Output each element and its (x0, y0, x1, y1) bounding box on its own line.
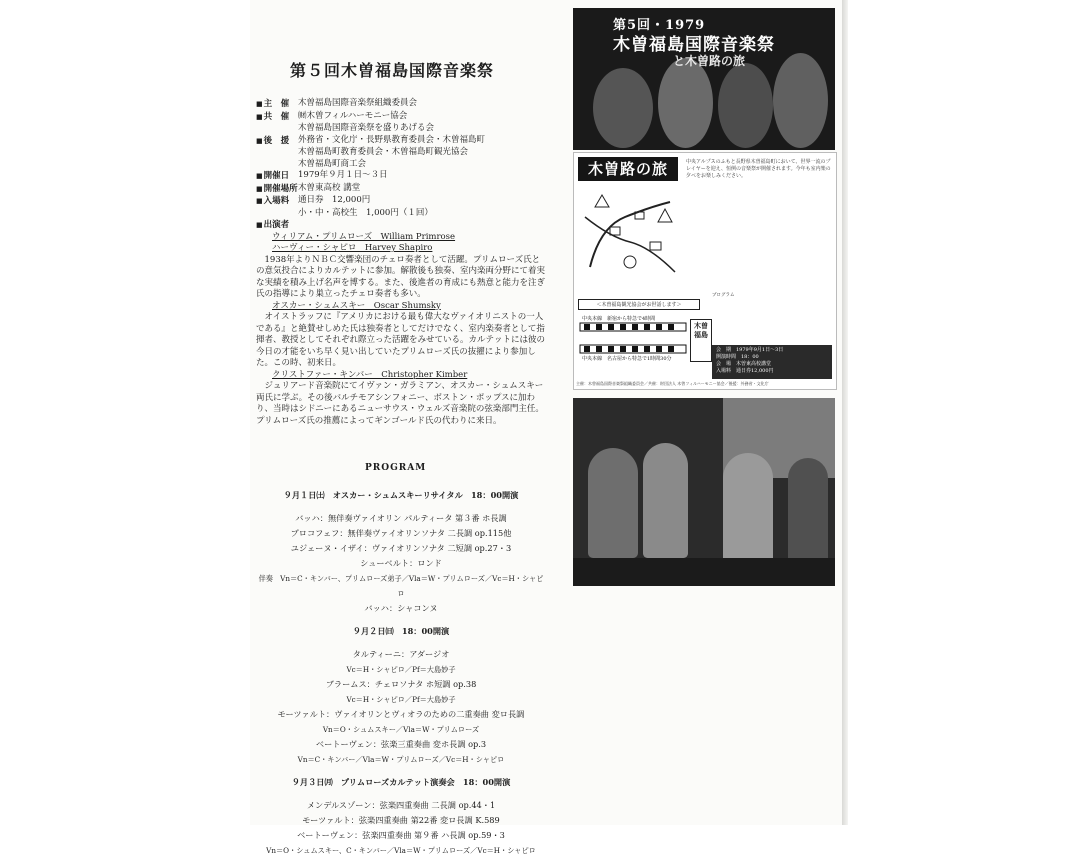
illustrated-map-icon (580, 187, 680, 287)
program-performers: Vc＝H・シャピロ／Pf＝大島妙子 (346, 695, 456, 704)
ad-program-label: プログラム (712, 293, 735, 298)
program-item: ユジェーヌ・イザイ：ヴァイオリンソナタ 二短調 op.27・3 (290, 543, 512, 553)
program-item: シューベルト：ロンド (360, 558, 442, 568)
performer-name: ウィリアム・プリムローズ William Primrose (272, 231, 456, 242)
fee-row: ■ 入場料 通日券 12,000円 (256, 195, 546, 208)
dates-row: ■ 開催日 1979年９月１日～３日 (256, 170, 546, 183)
festival-info (256, 98, 546, 427)
venue-row: ■ 開催場所 木曽東高校 講堂 (256, 183, 546, 196)
program-item: ブラームス：チェロソナタ ホ短調 op.38 (325, 679, 477, 689)
cosponsor-line: 木曽福島国際音楽祭を盛りあげる会 (298, 123, 435, 133)
supporter-line: 木曽福島町教育委員会・木曽福島町観光協会 (298, 147, 469, 157)
program-performers: Vc＝H・シャピロ／Pf＝大島妙子 (346, 665, 456, 674)
day2-header: ９月２日㈰ 18：00開演 (352, 626, 450, 636)
travel-ad (573, 152, 837, 390)
ad-title: 木曽路の旅 (578, 157, 678, 181)
program-item: ベートーヴェン：弦楽四重奏曲 第９番 ハ長調 op.59・3 (297, 830, 505, 840)
poster-header-edition: 第5回・1979 (613, 18, 706, 33)
program-item: バッハ：シャコンヌ (364, 603, 438, 613)
program-item: モーツァルト：ヴァイオリンとヴィオラのための二重奏曲 変ロ長調 (277, 709, 525, 719)
poster-header-title: 木曽福島国際音楽祭 (613, 35, 775, 55)
program-item: タルティーニ：アダージオ (352, 649, 450, 659)
cosponsor-row: ■ 共 催 ㈶木曽フィルハーモニー協会 (256, 111, 546, 124)
performer-bio: 1938年よりＮＢＣ交響楽団のチェロ奏者として活躍。プリムローズ氏との意気投合によりカルテットに参加。解散後も独奏、室内楽両分野にて着実な実績を積み上げ名声を博する。また、後進者の育成にも熱意と能力を注ぎ氏の指導により巣立ったチェロ奏者も多い。 (256, 254, 546, 299)
program-item: メンデルスゾーン：弦楽四重奏曲 二長調 op.44・1 (306, 800, 496, 810)
program-item: バッハ：無伴奏ヴァイオリン パルティータ 第３番 ホ長調 (295, 513, 507, 523)
performance-photo (573, 398, 835, 586)
performer-name: オスカー・シュムスキー Oscar Shumsky (272, 300, 441, 311)
program-item: ベートーヴェン：弦楽三重奏曲 変ホ長調 op.3 (315, 739, 487, 749)
destination-label: 木曽福島 (690, 319, 712, 362)
organizer-row: ■ 主 催 木曽福島国際音楽祭組織委員会 (256, 98, 546, 111)
ad-info-table: 会 期 1979年9月1日～3日 開演時間 18：00 会 場 木曽東高校講堂 入場料 通日券12,000円 (712, 345, 832, 379)
ad-banner: ＜木曽福島観光協会がお世話します＞ (578, 299, 700, 310)
day1-header: ９月１日㈯ オスカー・シュムスキーリサイタル 18：00開演 (283, 490, 519, 500)
rail-top-label: 中央本線 新宿から特急で4時間 (582, 316, 656, 322)
supporter-line: 木曽福島町商工会 (298, 158, 367, 169)
program-item: プロコフェフ：無伴奏ヴァイオリンソナタ 二長調 op.115他 (290, 528, 512, 538)
ad-text: 中央アルプスのふもと長野県木曽福島町において、世界一流のプレイヤーを迎え、恒例の音楽祭が開催されます。今年も室内楽の夕べをお楽しみください。 (686, 159, 831, 179)
day3-header: ９月３日㈪ プリムローズカルテット演奏会 18：00開演 (291, 777, 511, 787)
program-item: モーツァルト：弦楽四重奏曲 第22番 変ロ長調 K.589 (302, 815, 500, 825)
program-performers: Vn＝O・シュムスキー、C・キンバー／Vla＝W・プリムローズ／Vc＝H・シャピロ (266, 846, 536, 855)
poster-header-subtitle: と木曽路の旅 (673, 54, 746, 68)
program-ensemble: 伴奏 Vn＝C・キンバー、プリムローズ弟子／Vla＝W・プリムローズ／Vc＝H・シャピロ (258, 574, 544, 598)
rail-route-icon (578, 313, 688, 361)
rail-bottom-label: 中央本線 名古屋から特急で1時間30分 (582, 356, 672, 361)
performers-row: ■ 出演者 (256, 219, 546, 232)
supporter-row: ■ 後 援 外務省・文化庁・長野県教育委員会・木曽福島町 (256, 135, 546, 148)
performer-bio: オイストラッフに『アメリカにおける最も偉大なヴァイオリニストの一人である』と絶賛せしめた氏は独奏者としてだけでなく、室内楽奏者として指揮者、教授としてそれぞれ際立った活躍をみせている。カルテットには彼の今日の才能をいち早く見い出していたプリムローズ氏の抜擢により参加した。この時、初来日。 (256, 312, 546, 368)
performer-name: クリストファー・キンバー Christopher Kimber (272, 369, 468, 380)
program-list (256, 488, 546, 858)
program-performers: Vn＝O・シュムスキー／Vla＝W・プリムローズ (322, 725, 480, 734)
performer-bio: ジュリアード音楽院にてイヴァン・ガラミアン、オスカー・シュムスキー両氏に学ぶ。その後バルチモアシンフォニー、ボストン・ポップスに加わり、当時はシドニーにあるニューサウス・ウェルズ音楽院の弦楽部門主任。プリムローズ氏の推薦によってギンゴールド氏の代わりに来日。 (256, 381, 544, 426)
ad-footer: 主催：木曽福島国際音楽祭組織委員会／共催：財団法人 木曽フィルハーモニー協会／後援：外務省・文化庁 (576, 381, 769, 386)
fee-line: 小・中・高校生 1,000円（１回） (298, 207, 433, 218)
quartet-poster-photo (573, 8, 835, 150)
document-title: 第５回木曽福島国際音楽祭 (290, 61, 495, 80)
page-gutter (842, 0, 848, 825)
program-heading: PROGRAM (365, 463, 427, 473)
program-performers: Vn＝C・キンバー／Vla＝W・プリムローズ／Vc＝H・シャピロ (297, 755, 505, 764)
performer-name: ハーヴィー・シャピロ Harvey Shapiro (272, 243, 433, 253)
